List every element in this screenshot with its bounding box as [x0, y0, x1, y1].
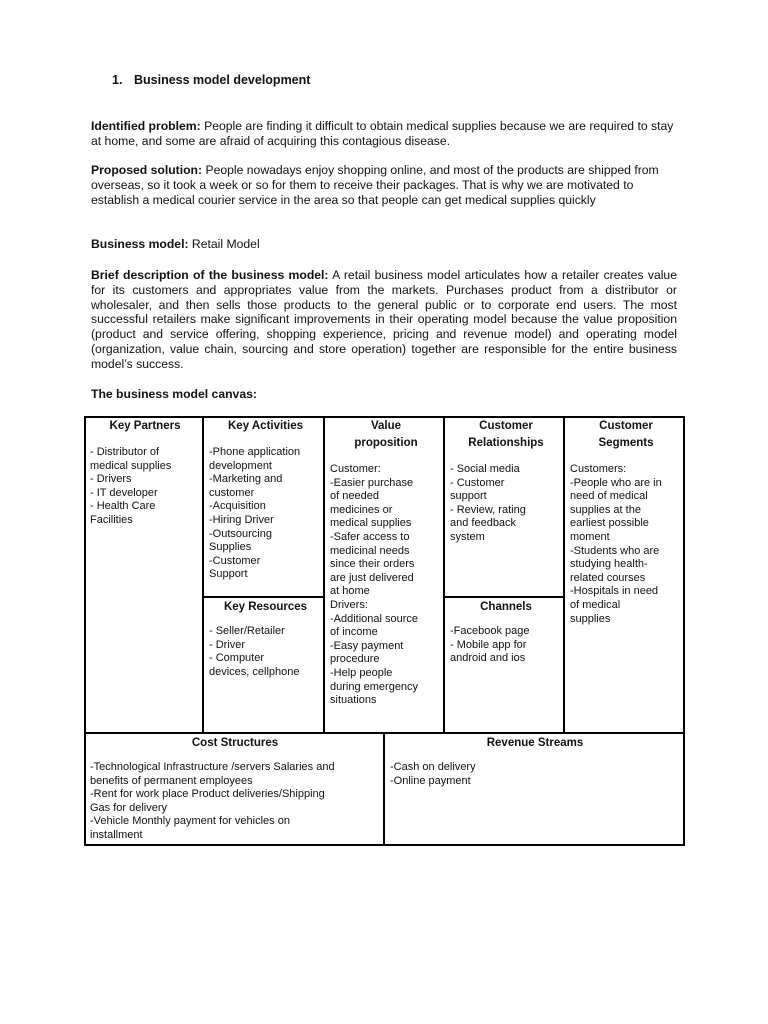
canvas-border-right	[683, 416, 685, 846]
customer-relationships-title-line2: Relationships	[468, 437, 544, 449]
key-partners-body: - Distributor of medical supplies - Drivers - IT developer - Health Care Facilities	[90, 446, 172, 526]
channels-title: Channels	[480, 601, 532, 613]
revenue-streams-cell	[390, 735, 680, 788]
key-resources-title: Key Resources	[223, 601, 308, 613]
proposed-solution-text: People nowadays enjoy shopping online, and most of the products are shipped from overseas, so it took a week or so for them to receive their packages. That is why we are motivated to establish a medical courier service in the area so that people can get medical supplies quickly	[91, 163, 659, 207]
value-proposition-cell	[330, 418, 442, 708]
brief-description-label: Brief description of the business model:	[91, 268, 329, 282]
canvas-divider-bottom	[383, 733, 385, 845]
key-activities-cell	[209, 418, 322, 582]
canvas-divider-activities-resources	[203, 596, 324, 598]
proposed-solution-paragraph	[91, 163, 677, 207]
channels-cell	[450, 599, 562, 666]
cost-structures-body: -Technological Infrastructure /servers Salaries and benefits of permanent employees -Rent for work place Product deliveries/Shipping Gas for delivery -Vehicle Monthly payment for vehicles on installment	[90, 761, 335, 841]
key-partners-title: Key Partners	[109, 420, 181, 432]
customer-segments-cell	[570, 418, 682, 626]
canvas-divider-v4	[563, 416, 565, 734]
customer-relationships-title-line1: Customer	[479, 420, 533, 432]
revenue-streams-body: -Cash on delivery -Online payment	[390, 761, 476, 787]
identified-problem-text: People are finding it difficult to obtain medical supplies because we are required to stay at home, and some are afraid of acquiring this contagious disease.	[91, 119, 674, 148]
customer-segments-body: Customers: -People who are in need of medical supplies at the earliest possible moment -Students who are studying health- related courses -Hospitals in need of medical supplies	[570, 463, 662, 625]
revenue-streams-title: Revenue Streams	[486, 737, 584, 749]
customer-relationships-body: - Social media - Customer support - Review, rating and feedback system	[450, 463, 526, 543]
canvas-divider-v3	[443, 416, 445, 734]
business-model-text: Retail Model	[191, 237, 260, 251]
key-activities-title: Key Activities	[228, 420, 303, 432]
identified-problem-paragraph	[91, 119, 677, 149]
identified-problem-label: Identified problem:	[91, 119, 201, 133]
brief-description-text: A retail business model articulates how a retailer creates value for its customers and appropriates value from the markets. Purchases product from a distributor or wholesaler, and then sells those products to the general public or to corporate end users. The most successful retailers make significant improvements in their operating model because the value proposition (product and service offering, shopping experience, pricing and revenue model) and operating model (organization, value chain, sourcing and store operation) together are responsible for the entire business model’s success.	[91, 268, 677, 371]
business-model-label: Business model:	[91, 237, 189, 251]
key-activities-body: -Phone application development -Marketing and customer -Acquisition -Hiring Driver -Outsourcing Supplies -Customer Support	[209, 446, 301, 581]
customer-segments-title-line2: Segments	[598, 437, 654, 449]
customer-segments-title-line1: Customer	[599, 420, 653, 432]
value-proposition-title-line2: proposition	[354, 437, 418, 449]
section-title: Business model development	[134, 73, 311, 87]
canvas-divider-v1	[202, 416, 204, 734]
canvas-heading: The business model canvas:	[91, 387, 257, 401]
proposed-solution-label: Proposed solution:	[91, 163, 203, 177]
key-partners-cell	[90, 418, 200, 528]
key-resources-cell	[209, 599, 322, 679]
canvas-border-left	[84, 416, 86, 846]
customer-relationships-cell	[450, 418, 562, 545]
business-model-canvas	[84, 416, 685, 846]
value-proposition-body: Customer: -Easier purchase of needed medicines or medical supplies -Safer access to medicinal needs since their orders are just delivered at home Drivers: -Additional source of income -Easy payment procedure -Help people during emergency situations	[330, 463, 419, 707]
cost-structures-title: Cost Structures	[191, 737, 279, 749]
section-number: 1.	[112, 73, 123, 87]
brief-description-paragraph	[91, 268, 677, 372]
section-heading	[112, 73, 310, 87]
cost-structures-cell	[90, 735, 380, 843]
key-resources-body: - Seller/Retailer - Driver - Computer devices, cellphone	[209, 625, 300, 678]
business-model-paragraph	[91, 237, 677, 252]
channels-body: -Facebook page - Mobile app for android and ios	[450, 625, 530, 665]
value-proposition-title-line1: Value	[370, 420, 402, 432]
canvas-divider-v2	[323, 416, 325, 734]
canvas-divider-relationships-channels	[444, 596, 564, 598]
